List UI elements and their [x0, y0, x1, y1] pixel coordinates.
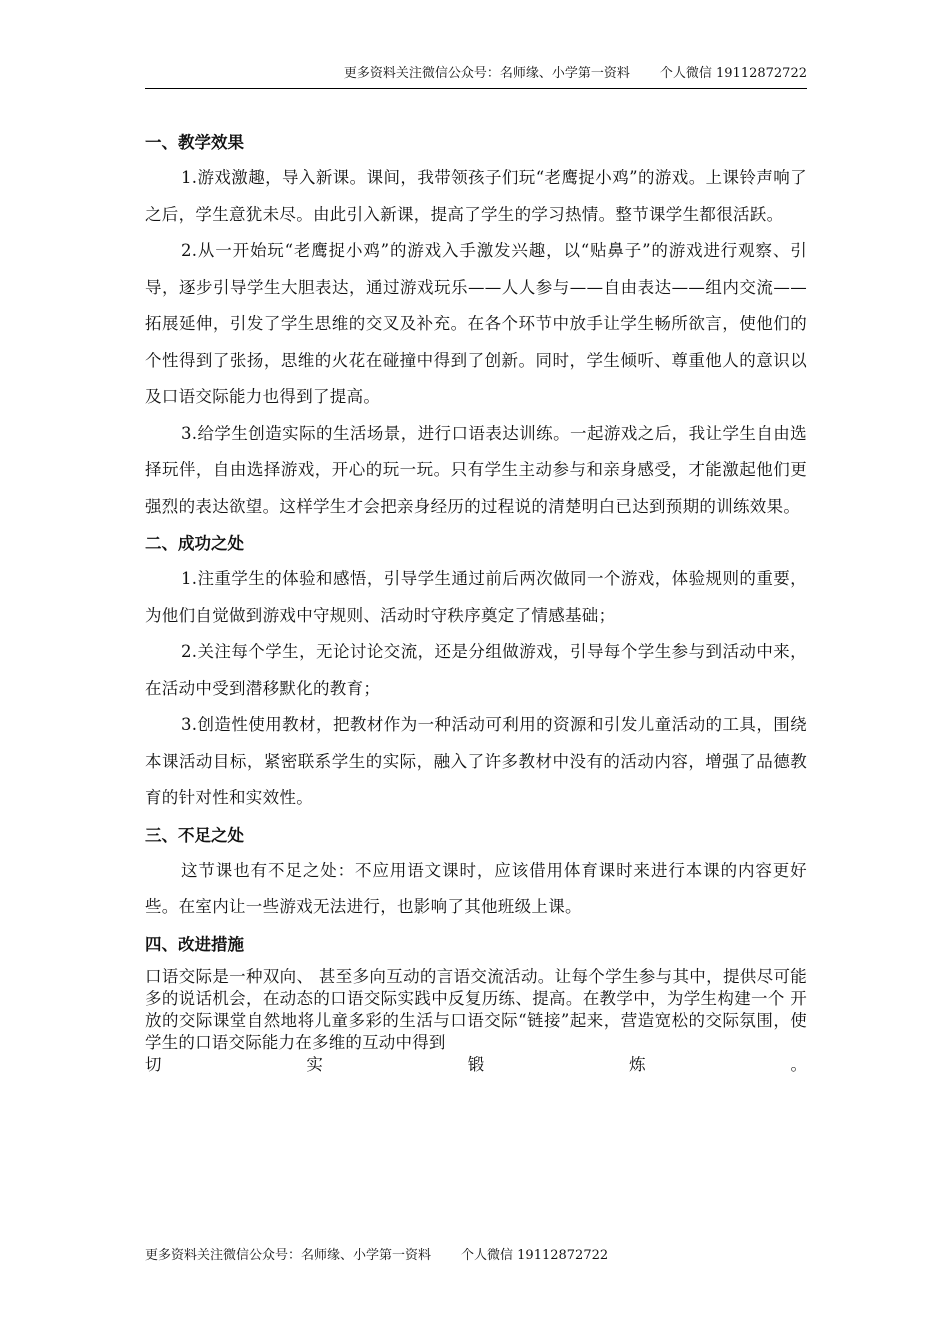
char: 。 — [790, 1054, 807, 1074]
header-wechat-text: 个人微信 19112872722 — [659, 66, 807, 81]
page-header — [145, 62, 807, 89]
footer-wechat-text: 个人微信 19112872722 — [461, 1248, 609, 1263]
char: 实 — [306, 1054, 323, 1074]
char: 锻 — [467, 1054, 485, 1074]
footer-account-text: 更多资料关注微信公众号：名师缘、小学第一资料 — [145, 1248, 432, 1263]
paragraph: 1.游戏激趣，导入新课。课间，我带领孩子们玩“老鹰捉小鸡”的游戏。上课铃声响了之后，学生意犹未尽。由此引入新课，提高了学生的学习热情。整节课学生都很活跃。 — [145, 168, 807, 224]
section-heading: 四、改进措施 — [145, 934, 244, 954]
paragraph: 2.关注每个学生，无论讨论交流，还是分组做游戏，引导每个学生参与到活动中来，在活动中受到潜移默化的教育； — [145, 642, 807, 698]
paragraph: 2.从一开始玩“老鹰捉小鸡”的游戏入手激发兴趣，以“贴鼻子”的游戏进行观察、引导，逐步引导学生大胆表达，通过游戏玩乐——人人参与——自由表达——组内交流——拓展延伸，引发了学生思维的交叉及补充。在各个环节中放手让学生畅所欲言，使他们的个性得到了张扬，思维的火花在碰撞中得到了创新。同时，学生倾听、尊重他人的意识以及口语交际能力也得到了提高。 — [145, 241, 807, 406]
paragraph: 3.给学生创造实际的生活场景，进行口语表达训练。一起游戏之后，我让学生自由选择玩伴，自由选择游戏，开心的玩一玩。只有学生主动参与和亲身感受，才能激起他们更强烈的表达欲望。这样学生才会把亲身经历的过程说的清楚明白已达到预期的训练效果。 — [145, 423, 807, 516]
section-heading: 三、不足之处 — [145, 825, 244, 845]
paragraph-last-line — [145, 1054, 807, 1076]
section-heading: 一、教学效果 — [145, 133, 244, 152]
paragraph: 口语交际是一种双向、 甚至多向互动的言语交流活动。让每个学生参与其中，提供尽可能多的说话机会，在动态的口语交际实践中反复历练、提高。在教学中，为学生构建一个 开放的交际课堂自然地将儿童多彩的生活与口语交际“链接”起来，营造宽松的交际氛围，使学生的口语交际能力在多维的互动中得到 — [145, 966, 807, 1052]
paragraph: 1.注重学生的体验和感悟，引导学生通过前后两次做同一个游戏，体验规则的重要，为他们自觉做到游戏中守规则、活动时守秩序奠定了情感基础； — [145, 569, 807, 625]
char: 炼 — [629, 1054, 646, 1074]
paragraph: 这节课也有不足之处：不应用语文课时，应该借用体育课时来进行本课的内容更好些。在室内让一些游戏无法进行，也影响了其他班级上课。 — [145, 860, 807, 916]
section-teaching-effect — [145, 126, 807, 525]
paragraph: 3.创造性使用教材，把教材作为一种活动可利用的资源和引发儿童活动的工具，围绕本课活动目标，紧密联系学生的实际，融入了许多教材中没有的活动内容，增强了品德教育的针对性和实效性。 — [145, 715, 807, 807]
header-account-text: 更多资料关注微信公众号：名师缘、小学第一资料 — [343, 66, 630, 81]
section-improvements — [145, 928, 807, 1076]
char: 切 — [145, 1054, 162, 1074]
section-success — [145, 527, 807, 817]
section-shortcomings — [145, 819, 807, 926]
page-footer — [145, 1246, 608, 1266]
section-heading: 二、成功之处 — [145, 534, 244, 553]
document-body — [145, 124, 807, 1076]
